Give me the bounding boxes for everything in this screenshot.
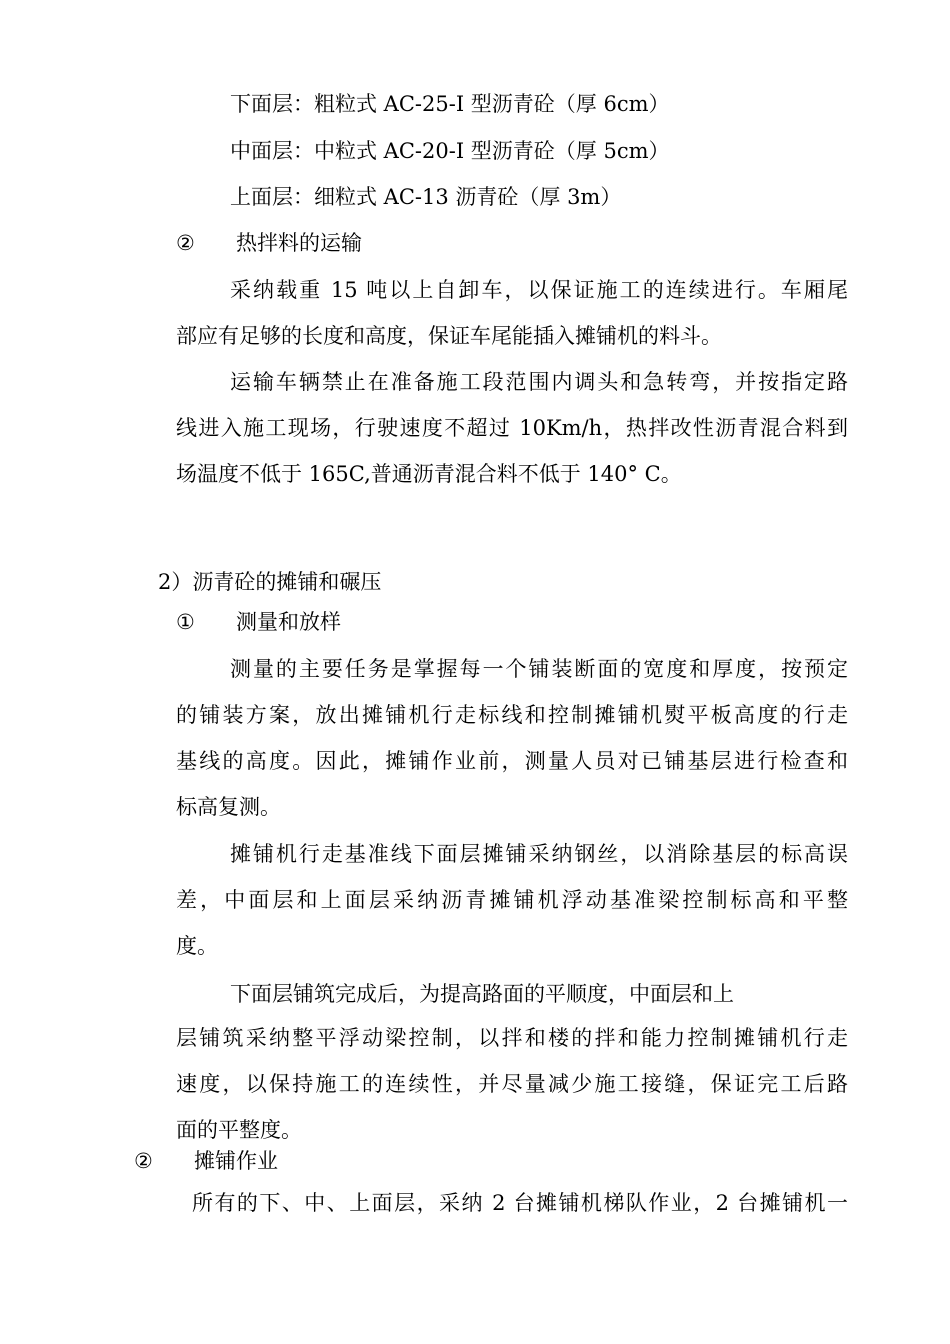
layer-middle: 中面层：中粒式 AC-20-I 型沥青砼（厚 5cm） [230, 139, 670, 163]
paragraph-line: 面的平整度。 [176, 1118, 302, 1142]
paragraph-line: 基线的高度。因此，摊铺作业前，测量人员对已铺基层进行检查和 [176, 749, 848, 773]
paragraph-line: 线进入施工现场，行驶速度不超过 10Km/h，热拌改性沥青混合料到 [176, 416, 848, 440]
paragraph-line: 所有的下、中、上面层，采纳 2 台摊铺机梯队作业，2 台摊铺机一 [192, 1191, 848, 1215]
heading-transport [176, 229, 362, 257]
paragraph-line: 层铺筑采纳整平浮动梁控制，以拌和楼的拌和能力控制摊铺机行走 [176, 1026, 848, 1050]
heading-survey [176, 608, 341, 636]
heading-text: 测量和放样 [236, 610, 341, 634]
paragraph-line: 采纳载重 15 吨以上自卸车，以保证施工的连续进行。车厢尾 [230, 278, 848, 302]
paragraph-line: 测量的主要任务是掌握每一个铺装断面的宽度和厚度，按预定 [230, 657, 848, 681]
list-marker: ② [176, 231, 195, 255]
list-marker: ② [134, 1149, 153, 1173]
paragraph-line: 运输车辆禁止在准备施工段范围内调头和急转弯，并按指定路 [230, 370, 848, 394]
paragraph-line: 差，中面层和上面层采纳沥青摊铺机浮动基准梁控制标高和平整 [176, 888, 848, 912]
paragraph-line: 摊铺机行走基准线下面层摊铺采纳钢丝，以消除基层的标高误 [230, 842, 848, 866]
heading-paving [134, 1147, 278, 1175]
paragraph-line: 部应有足够的长度和高度，保证车尾能插入摊铺机的料斗。 [176, 324, 722, 348]
layer-bottom: 下面层：粗粒式 AC-25-I 型沥青砼（厚 6cm） [230, 92, 670, 116]
paragraph-line: 的铺装方案，放出摊铺机行走标线和控制摊铺机熨平板高度的行走 [176, 703, 848, 727]
paragraph-line: 下面层铺筑完成后，为提高路面的平顺度，中面层和上 [230, 982, 734, 1006]
paragraph-line: 度。 [176, 934, 218, 958]
paragraph-line: 场温度不低于 165C,普通沥青混合料不低于 140° C。 [176, 462, 682, 486]
heading-text: 热拌料的运输 [236, 231, 362, 255]
heading-text: 摊铺作业 [194, 1149, 278, 1173]
paragraph-line: 标高复测。 [176, 795, 281, 819]
section-heading: 2）沥青砼的摊铺和碾压 [158, 570, 382, 594]
paragraph-line: 速度，以保持施工的连续性，并尽量减少施工接缝，保证完工后路 [176, 1072, 848, 1096]
list-marker: ① [176, 610, 195, 634]
layer-top: 上面层：细粒式 AC-13 沥青砼（厚 3m） [230, 185, 622, 209]
